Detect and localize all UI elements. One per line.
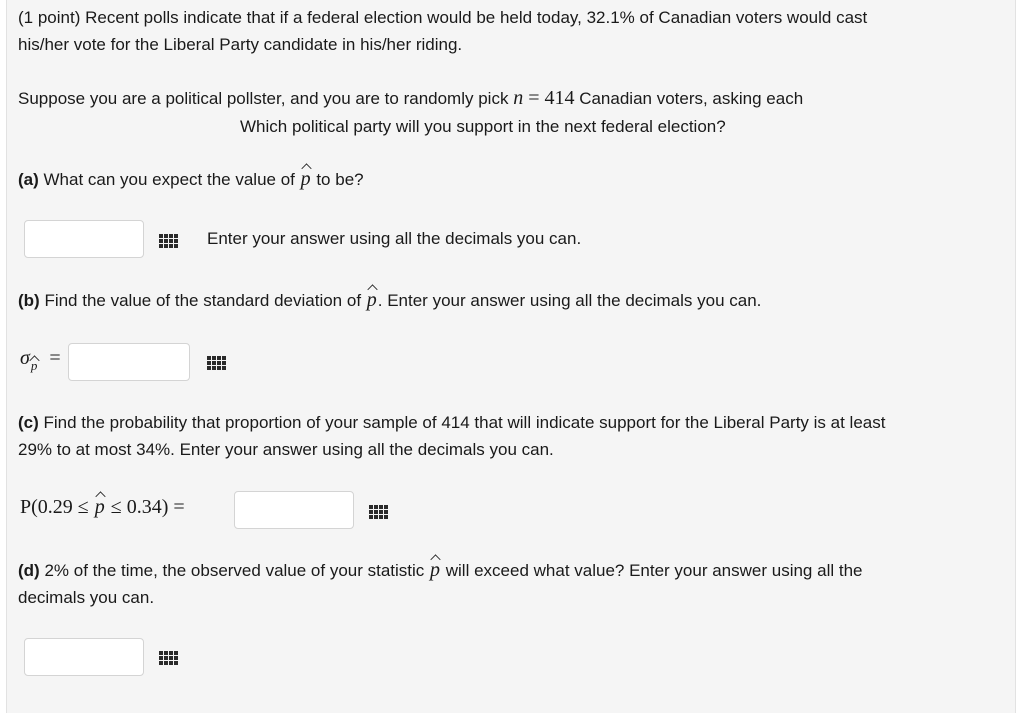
equation-editor-icon[interactable] (207, 356, 227, 370)
part-c-label: (c) (18, 413, 39, 432)
p-hat-symbol: p (429, 557, 441, 584)
part-a-hint: Enter your answer using all the decimals you can. (207, 229, 582, 248)
n-value: = 414 (523, 87, 575, 109)
part-a-text: What can you expect the value of (38, 170, 300, 189)
equation-editor-icon[interactable] (159, 651, 179, 665)
part-c-prompt-line-1 (18, 409, 885, 436)
part-d-text: 2% of the time, the observed value of your statistic (39, 561, 430, 580)
probability-expression (20, 494, 185, 521)
n-variable: n (513, 87, 524, 109)
probability-expression-end: ≤ 0.34) = (105, 496, 185, 518)
survey-question: Which political party will you support in the next federal election? (240, 117, 726, 136)
part-b-answer-input[interactable] (68, 343, 190, 381)
part-c-text: Find the probability that proportion of your sample of 414 that will indicate support for the Liberal Party is at least (38, 413, 886, 432)
part-d-text-end: will exceed what value? Enter your answer using all the (441, 561, 863, 580)
part-b-text: Find the value of the standard deviation of (39, 291, 366, 310)
sigma-p-hat-label (20, 347, 61, 374)
part-a-answer-input[interactable] (24, 220, 144, 258)
part-d-prompt-line-1 (18, 557, 862, 584)
part-d-label: (d) (18, 561, 40, 580)
p-hat-subscript: p (30, 358, 38, 373)
equation-editor-icon[interactable] (159, 234, 179, 248)
intro-line-2: his/her vote for the Liberal Party candidate in his/her riding. (18, 35, 463, 54)
part-b-prompt (18, 287, 761, 314)
intro-line-3-text: Suppose you are a political pollster, and you are to randomly pick (18, 89, 514, 108)
intro-line-1: (1 point) Recent polls indicate that if a federal election would be held today, 32.1% of Canadian voters would cast (18, 8, 868, 27)
p-hat-symbol: p (300, 166, 312, 193)
intro-line-3-tail: Canadian voters, asking each (574, 89, 804, 108)
part-c-answer-input[interactable] (234, 491, 354, 529)
intro-line-3 (18, 85, 803, 112)
p-hat-symbol: p (366, 287, 378, 314)
p-hat-symbol: p (94, 494, 106, 521)
part-a-text-end: to be? (311, 170, 364, 189)
equation-editor-icon[interactable] (369, 505, 389, 519)
part-a-prompt (18, 166, 364, 193)
part-d-answer-input[interactable] (24, 638, 144, 676)
part-a-label: (a) (18, 170, 39, 189)
part-b-text-end: . Enter your answer using all the decimals you can. (377, 291, 762, 310)
part-d-prompt-line-2: decimals you can. (18, 588, 155, 607)
part-c-prompt-line-2: 29% to at most 34%. Enter your answer using all the decimals you can. (18, 440, 554, 459)
sigma-symbol: σ (20, 347, 30, 369)
equals-sign: = (49, 347, 61, 369)
part-b-label: (b) (18, 291, 40, 310)
probability-expression-start: P(0.29 ≤ (20, 496, 94, 518)
